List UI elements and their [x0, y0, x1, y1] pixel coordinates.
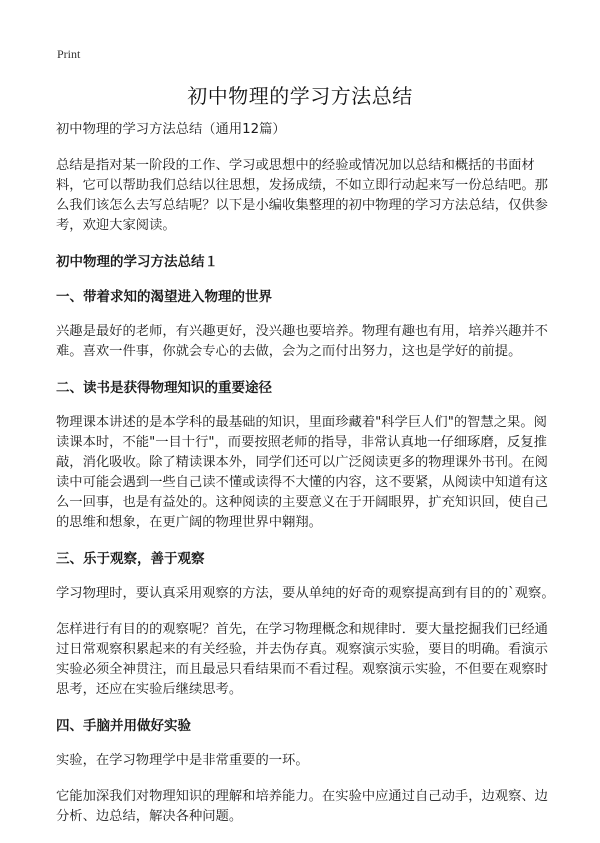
article-body — [56, 120, 560, 843]
article-subtitle: 初中物理的学习方法总结（通用12篇） — [56, 122, 286, 137]
paragraph-6: 它能加深我们对物理知识的理解和培养能力。在实验中应通过自己动手，边观察、边分析、边总结，解决各种问题。 — [56, 789, 548, 824]
paragraph-3: 学习物理时，要认真采用观察的方法，要从单纯的好奇的观察提高到有目的的`观察。 — [56, 586, 555, 601]
paragraph-5: 实验，在学习物理学中是非常重要的一环。 — [56, 753, 309, 768]
paragraph-1: 兴趣是最好的老师，有兴趣更好，没兴趣也要培养。物理有趣也有用，培养兴趣并不难。喜欢一件事，你就会专心的去做，会为之而付出努力，这也是学好的前提。 — [56, 324, 548, 359]
subheading-3: 三、乐于观察，善于观察 — [56, 551, 205, 567]
subheading-4: 四、手脑并用做好实验 — [56, 718, 191, 734]
section-heading: 初中物理的学习方法总结１ — [56, 254, 218, 270]
print-link[interactable]: Print — [57, 47, 81, 61]
page-title: 初中物理的学习方法总结 — [187, 84, 413, 108]
paragraph-4: 怎样进行有目的的观察呢？首先，在学习物理概念和规律时．要大量挖掘我们已经通过日常观察积累起来的有关经验，并去伪存真。观察演示实验，要目的明确。看演示实验必须全神贯注，而且最忌只看结果而不看过程。观察演示实验，不但要在观察时思考，还应在实验后继续思考。 — [56, 622, 548, 697]
subheading-1: 一、带着求知的渴望进入物理的世界 — [56, 289, 272, 305]
paragraph-2: 物理课本讲述的是本学科的最基础的知识，里面珍藏着"科学巨人们"的智慧之果。阅读课本时，不能"一目十行"，而要按照老师的指导，非常认真地一仔细琢磨，反复推敲，消化吸收。除了精读课本外，同学们还可以广泛阅读更多的物理课外书刊。在阅读中可能会遇到一些自己读不懂或读得不大懂的内容，这不要紧，从阅读中知道有这么一回事，也是有益处的。这种阅读的主要意义在于开阔眼界，扩充知识回，使自己的思维和想象，在更广阔的物理世界中翱翔。 — [56, 415, 548, 530]
intro-paragraph: 总结是指对某一阶段的工作、学习或思想中的经验或情况加以总结和概括的书面材料，它可以帮助我们总结以往思想，发扬成绩，不如立即行动起来写一份总结吧。那么我们该怎么去写总结呢？以下是小编收集整理的初中物理的学习方法总结，仅供参考，欢迎大家阅读。 — [56, 158, 548, 233]
subheading-2: 二、读书是获得物理知识的重要途径 — [56, 380, 272, 396]
